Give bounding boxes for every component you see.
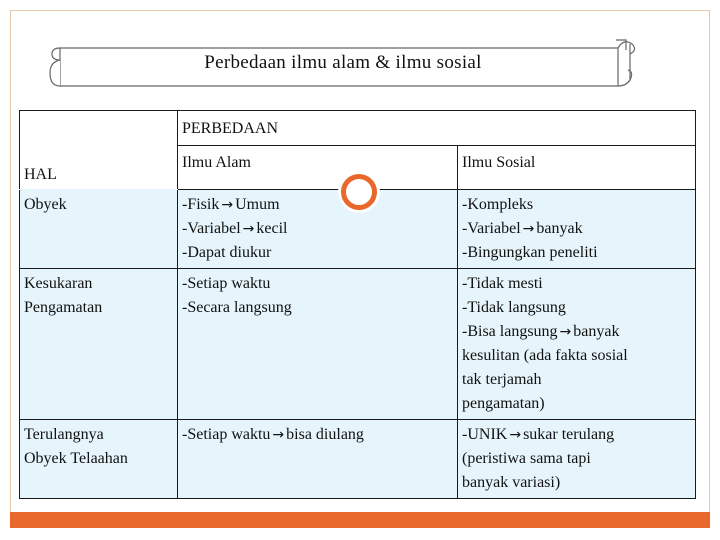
cell-text: Obyek Telaahan: [24, 450, 128, 467]
cell-line: [24, 423, 173, 447]
table-row: [20, 269, 696, 420]
sosial-cell: [458, 190, 696, 269]
arrow-right-icon: →: [509, 427, 522, 443]
cell-text: -Setiap waktu: [182, 426, 271, 443]
cell-line: [462, 471, 691, 495]
cell-text: banyak: [573, 323, 620, 340]
cell-text: -Variabel: [182, 220, 241, 237]
sosial-cell: [458, 269, 696, 420]
arrow-right-icon: →: [221, 197, 234, 213]
cell-line: [182, 296, 453, 320]
cell-line: [24, 272, 173, 296]
cell-text: -Bingungkan peneliti: [462, 244, 598, 261]
cell-text: banyak: [536, 220, 583, 237]
hal-cell: [20, 420, 178, 499]
cell-text: -Tidak langsung: [462, 299, 566, 316]
cell-line: [462, 217, 691, 241]
cell-text: tak terjamah: [462, 371, 542, 388]
cell-text: Obyek: [24, 196, 67, 213]
perbedaan-header-cell: [178, 111, 696, 146]
cell-text: -Fisik: [182, 196, 220, 213]
cell-text: -UNIK: [462, 426, 508, 443]
cell-line: [462, 392, 691, 416]
cell-text: kesulitan (ada fakta sosial: [462, 347, 628, 364]
cell-text: Terulangnya: [24, 426, 104, 443]
hal-cell: [20, 190, 178, 269]
cell-line: [462, 344, 691, 368]
cell-text: -Secara langsung: [182, 299, 292, 316]
cell-text: Umum: [235, 196, 280, 213]
cell-line: [462, 296, 691, 320]
cell-line: [182, 423, 453, 447]
cell-text: Pengamatan: [24, 299, 103, 316]
orange-circle-icon: [341, 174, 377, 210]
cell-text: -Dapat diukur: [182, 244, 272, 261]
hal-cell: [20, 269, 178, 420]
cell-text: -Variabel: [462, 220, 521, 237]
hal-label: HAL: [24, 166, 57, 183]
cell-text: bisa diulang: [286, 426, 364, 443]
hal-header-cell: [20, 111, 178, 190]
cell-text: kecil: [256, 220, 288, 237]
alam-cell: [178, 420, 458, 499]
comparison-table: [19, 110, 696, 499]
cell-line: [182, 193, 453, 217]
cell-line: [182, 217, 453, 241]
cell-text: (peristiwa sama tapi: [462, 450, 591, 467]
cell-text: -Setiap waktu: [182, 275, 271, 292]
cell-text: -Tidak mesti: [462, 275, 543, 292]
cell-line: [462, 241, 691, 265]
table-row: [20, 420, 696, 499]
cell-line: [24, 296, 173, 320]
arrow-right-icon: →: [522, 221, 535, 237]
cell-text: sukar terulang: [523, 426, 615, 443]
ilmu-sosial-header: [458, 146, 696, 190]
cell-line: [24, 447, 173, 471]
cell-line: [462, 368, 691, 392]
footer-accent-bar: [10, 512, 710, 528]
ilmu-sosial-label: Ilmu Sosial: [462, 154, 536, 171]
cell-line: [182, 241, 453, 265]
cell-text: Kesukaran: [24, 275, 93, 292]
arrow-right-icon: →: [242, 221, 255, 237]
arrow-right-icon: →: [272, 427, 285, 443]
cell-line: [462, 447, 691, 471]
cell-line: [462, 320, 691, 344]
sosial-cell: [458, 420, 696, 499]
cell-line: [462, 423, 691, 447]
table-body: [20, 190, 696, 499]
cell-text: -Bisa langsung: [462, 323, 558, 340]
title-scroll: [48, 36, 638, 96]
table-header-row: [20, 111, 696, 146]
cell-line: [462, 193, 691, 217]
ilmu-alam-header: [178, 146, 458, 190]
perbedaan-label: PERBEDAAN: [182, 120, 279, 137]
page-title: Perbedaan ilmu alam & ilmu sosial: [204, 52, 482, 73]
alam-cell: [178, 269, 458, 420]
cell-line: [182, 272, 453, 296]
cell-text: pengamatan): [462, 395, 545, 412]
cell-line: [462, 272, 691, 296]
alam-cell: [178, 190, 458, 269]
cell-text: banyak variasi): [462, 474, 561, 491]
cell-text: -Kompleks: [462, 196, 534, 213]
arrow-right-icon: →: [559, 324, 572, 340]
ilmu-alam-label: Ilmu Alam: [182, 154, 251, 171]
cell-line: [24, 193, 173, 217]
